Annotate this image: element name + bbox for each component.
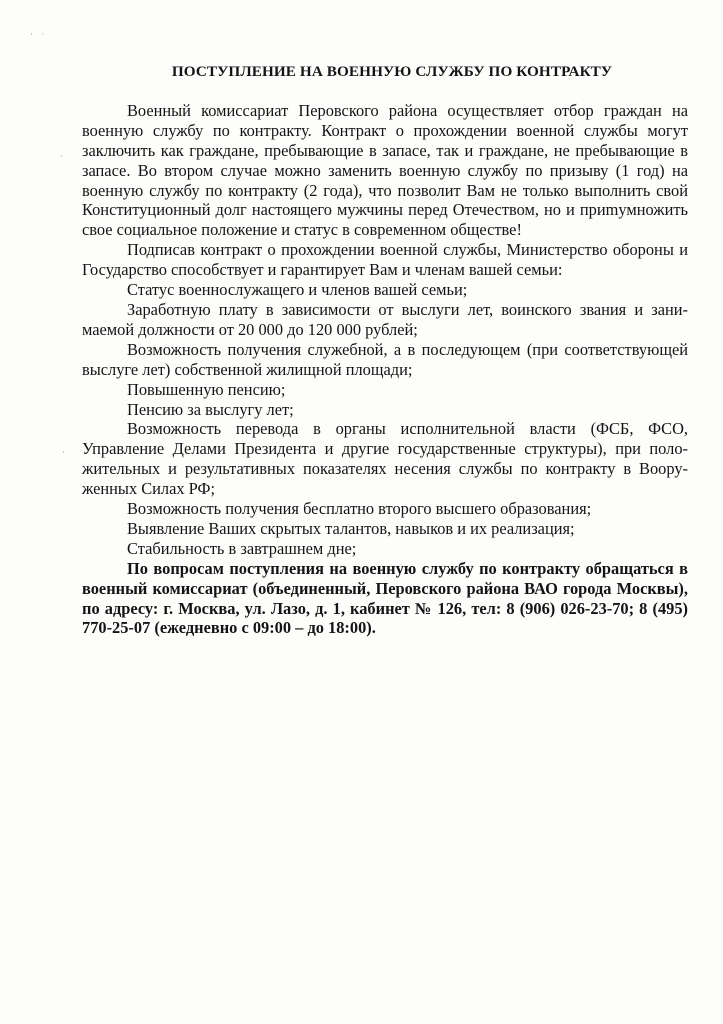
scan-artifact: · — [62, 448, 65, 458]
document-body — [82, 62, 688, 638]
scan-artifact: · · — [30, 30, 45, 40]
document-title: ПОСТУПЛЕНИЕ НА ВОЕННУЮ СЛУЖБУ ПО КОНТРАКТУ — [171, 63, 613, 80]
scan-artifact: · — [60, 152, 63, 162]
paragraph-guarantees: Подписав контракт о прохождении военной службы, Министерство обороны и Государство способствует и гарантирует Вам и членам вашей семьи: — [82, 240, 688, 280]
benefit-item: Возможность получения служебной, а в последующем (при соответствующей выслуге лет) собственной жилищной площади; — [82, 339, 688, 379]
benefit-item: Повышенную пенсию; — [127, 379, 286, 399]
benefit-item: Стабильность в завтрашнем дне; — [127, 538, 357, 558]
benefit-item: Статус военнослужащего и членов вашей семьи; — [127, 280, 468, 300]
benefit-item: Заработную плату в зависимости от выслуги лет, воинского звания и занимаемой должности от 20 000 до 120 000 рублей; — [82, 299, 688, 339]
benefit-item: Возможность получения бесплатно второго высшего образования; — [127, 499, 592, 519]
benefit-item: Пенсию за выслугу лет; — [127, 399, 294, 419]
benefit-item: Выявление Ваших скрытых талантов, навыков и их реализация; — [127, 518, 575, 538]
paragraph-intro: Военный комиссариат Перовского района осуществляет отбор граждан на военную службу по контракту. Контракт о прохождении военной службы могут заключить как граждане, пребывающие в запасе, так и граждане, не пребывающие в запасе. Во втором случае можно заменить военную службу по призыву (1 год) на военную службу по контракту (2 года), что позволит Вам не только выполнить свой Конституционный долг настоящего мужчины перед Отечеством, но и приmумножить свое социальное положение и статус в современном обществе! — [82, 100, 688, 240]
contact-info: По вопросам поступления на военную службу по контракту обращаться в военный комиссариат (объединенный, Перовского района ВАО города Москвы), по адресу: г. Москва, ул. Лазо, д. 1, кабинет № 126, тел: 8 (906) 026-23-70; 8 (495) 770-25-07 (ежедневно с 09:00 – до 18:00). — [82, 558, 688, 638]
benefit-item: Возможность перевода в органы исполнительной власти (ФСБ, ФСО, Управление Делами Президента и другие государственные структуры), при положительных и результативных показателях несения службы по контракту в Вооруженных Силах РФ; — [82, 419, 688, 499]
